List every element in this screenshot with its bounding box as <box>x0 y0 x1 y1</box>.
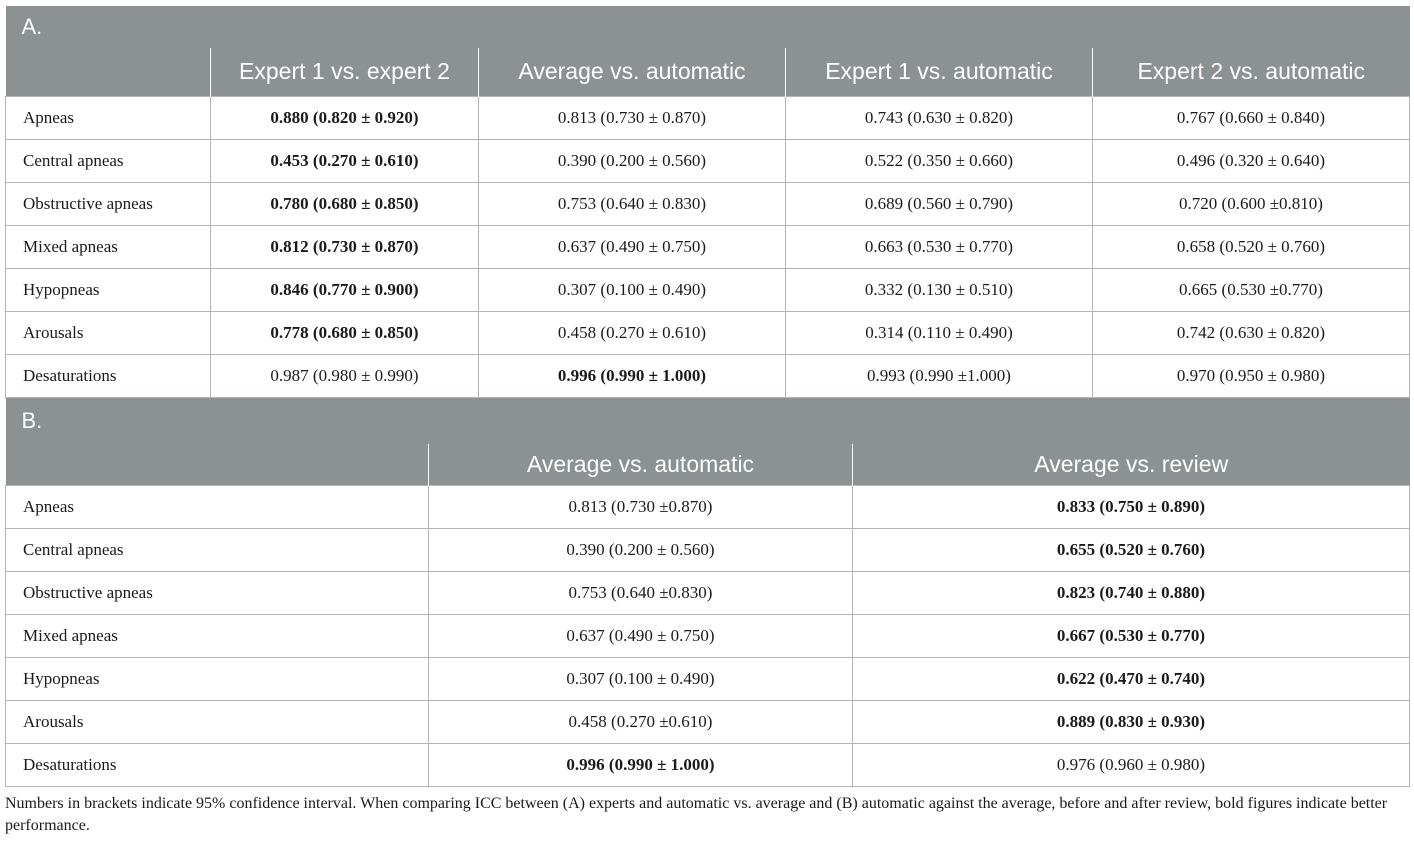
table-a-value-cell: 0.637 (0.490 ± 0.750) <box>479 225 786 268</box>
table-a-row-label: Hypopneas <box>6 268 211 311</box>
table-b-row-label: Hypopneas <box>6 658 429 701</box>
table-footnote: Numbers in brackets indicate 95% confidence interval. When comparing ICC between (A) experts and automatic vs. average and (B) automatic against the average, before and after review, bold figures indicate better performance. <box>5 795 1388 834</box>
table-a-row-label: Apneas <box>6 96 211 139</box>
table-a-value-cell: 0.846 (0.770 ± 0.900) <box>211 268 479 311</box>
table-b-value-cell: 0.637 (0.490 ± 0.750) <box>429 615 853 658</box>
table-a-value-cell: 0.522 (0.350 ± 0.660) <box>786 139 1093 182</box>
table-row <box>6 572 1410 615</box>
table-b-value-cell: 0.655 (0.520 ± 0.760) <box>853 529 1410 572</box>
table-a-header-row <box>6 48 1410 96</box>
table-row <box>6 615 1410 658</box>
table-b-value-cell: 0.833 (0.750 ± 0.890) <box>853 486 1410 529</box>
table-a-value-cell: 0.663 (0.530 ± 0.770) <box>786 225 1093 268</box>
table-b-value-cell: 0.667 (0.530 ± 0.770) <box>853 615 1410 658</box>
table-row <box>6 744 1410 787</box>
icc-table-container <box>5 6 1409 787</box>
table-a-header-cell: Average vs. automatic <box>479 48 786 96</box>
table-a-row-label: Obstructive apneas <box>6 182 211 225</box>
table-a-value-cell: 0.458 (0.270 ± 0.610) <box>479 311 786 354</box>
table-a-value-cell: 0.332 (0.130 ± 0.510) <box>786 268 1093 311</box>
section-b-row <box>6 398 1410 444</box>
table-a-value-cell: 0.658 (0.520 ± 0.760) <box>1093 225 1410 268</box>
table-row <box>6 354 1410 397</box>
table-b-value-cell: 0.753 (0.640 ±0.830) <box>429 572 853 615</box>
table-row <box>6 486 1410 529</box>
table-a-value-cell: 0.720 (0.600 ±0.810) <box>1093 182 1410 225</box>
table-b-header-cell: Average vs. automatic <box>429 444 853 486</box>
table-b-value-cell: 0.976 (0.960 ± 0.980) <box>853 744 1410 787</box>
table-a-value-cell: 0.970 (0.950 ± 0.980) <box>1093 354 1410 397</box>
table-a-value-cell: 0.813 (0.730 ± 0.870) <box>479 96 786 139</box>
table-row <box>6 311 1410 354</box>
table-b-row-label: Central apneas <box>6 529 429 572</box>
table-a-value-cell: 0.753 (0.640 ± 0.830) <box>479 182 786 225</box>
table-a-value-cell: 0.665 (0.530 ±0.770) <box>1093 268 1410 311</box>
table-a-value-cell: 0.689 (0.560 ± 0.790) <box>786 182 1093 225</box>
table-b-header-cell: Average vs. review <box>853 444 1410 486</box>
table-b-value-cell: 0.996 (0.990 ± 1.000) <box>429 744 853 787</box>
table-row <box>6 96 1410 139</box>
section-b-label: B. <box>6 398 1410 444</box>
table-a-header-cell: Expert 1 vs. automatic <box>786 48 1093 96</box>
table-b-row-label: Obstructive apneas <box>6 572 429 615</box>
table-a-header-cell: Expert 1 vs. expert 2 <box>211 48 479 96</box>
table-a-value-cell: 0.778 (0.680 ± 0.850) <box>211 311 479 354</box>
table-a-value-cell: 0.996 (0.990 ± 1.000) <box>479 354 786 397</box>
table-row <box>6 268 1410 311</box>
table-b-value-cell: 0.390 (0.200 ± 0.560) <box>429 529 853 572</box>
table-b-value-cell: 0.307 (0.100 ± 0.490) <box>429 658 853 701</box>
table-a-value-cell: 0.880 (0.820 ± 0.920) <box>211 96 479 139</box>
table-a <box>5 6 1410 398</box>
table-a-value-cell: 0.767 (0.660 ± 0.840) <box>1093 96 1410 139</box>
table-row <box>6 701 1410 744</box>
table-b-row-label: Apneas <box>6 486 429 529</box>
table-row <box>6 529 1410 572</box>
table-row <box>6 182 1410 225</box>
table-a-value-cell: 0.453 (0.270 ± 0.610) <box>211 139 479 182</box>
table-b-value-cell: 0.889 (0.830 ± 0.930) <box>853 701 1410 744</box>
table-b-value-cell: 0.823 (0.740 ± 0.880) <box>853 572 1410 615</box>
section-a-row <box>6 6 1410 48</box>
table-a-value-cell: 0.496 (0.320 ± 0.640) <box>1093 139 1410 182</box>
table-a-header-cell <box>6 48 211 96</box>
section-a-label: A. <box>6 6 1410 48</box>
table-b-header-row <box>6 444 1410 486</box>
table-b-value-cell: 0.458 (0.270 ±0.610) <box>429 701 853 744</box>
table-a-value-cell: 0.307 (0.100 ± 0.490) <box>479 268 786 311</box>
table-b <box>5 398 1410 788</box>
table-a-value-cell: 0.742 (0.630 ± 0.820) <box>1093 311 1410 354</box>
table-b-value-cell: 0.622 (0.470 ± 0.740) <box>853 658 1410 701</box>
table-row <box>6 225 1410 268</box>
table-b-row-label: Mixed apneas <box>6 615 429 658</box>
table-row <box>6 139 1410 182</box>
table-a-value-cell: 0.390 (0.200 ± 0.560) <box>479 139 786 182</box>
table-a-value-cell: 0.743 (0.630 ± 0.820) <box>786 96 1093 139</box>
table-a-value-cell: 0.987 (0.980 ± 0.990) <box>211 354 479 397</box>
table-row <box>6 658 1410 701</box>
table-a-header-cell: Expert 2 vs. automatic <box>1093 48 1410 96</box>
table-a-row-label: Arousals <box>6 311 211 354</box>
table-b-header-cell <box>6 444 429 486</box>
table-b-row-label: Desaturations <box>6 744 429 787</box>
table-a-value-cell: 0.812 (0.730 ± 0.870) <box>211 225 479 268</box>
table-a-value-cell: 0.314 (0.110 ± 0.490) <box>786 311 1093 354</box>
table-a-value-cell: 0.780 (0.680 ± 0.850) <box>211 182 479 225</box>
table-a-row-label: Central apneas <box>6 139 211 182</box>
table-a-row-label: Mixed apneas <box>6 225 211 268</box>
table-b-row-label: Arousals <box>6 701 429 744</box>
table-b-value-cell: 0.813 (0.730 ±0.870) <box>429 486 853 529</box>
table-a-value-cell: 0.993 (0.990 ±1.000) <box>786 354 1093 397</box>
table-a-row-label: Desaturations <box>6 354 211 397</box>
